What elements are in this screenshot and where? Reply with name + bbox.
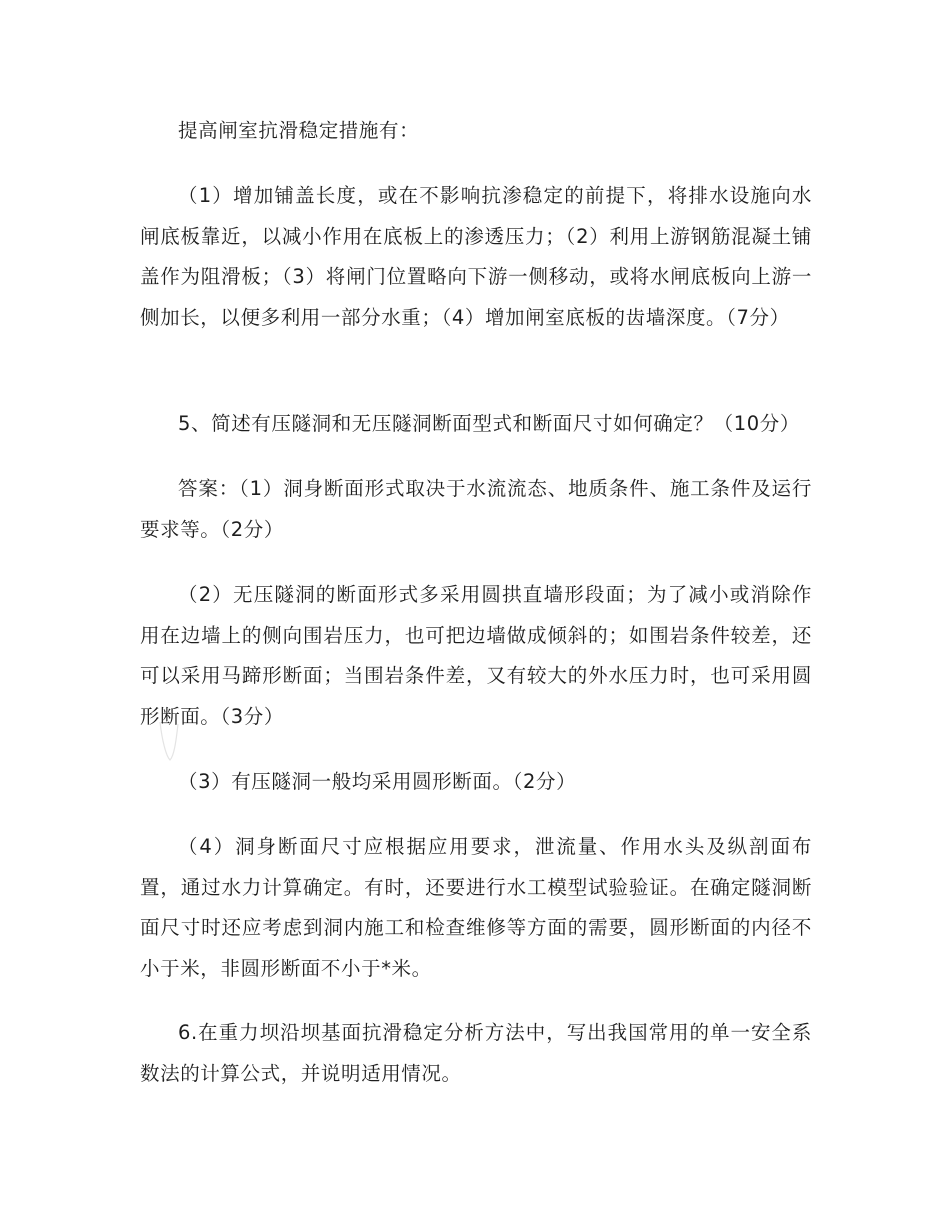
answer-5-part-2: （2）无压隧洞的断面形式多采用圆拱直墙形段面；为了减小或消除作用在边墙上的侧向围岩压力，也可把边墙做成倾斜的；如围岩条件较差，还可以采用马蹄形断面；当围岩条件差，又有较大的外水压力时，也可采用圆形断面。（3分） bbox=[140, 583, 812, 728]
question-5: 5、简述有压隧洞和无压隧洞断面型式和断面尺寸如何确定？（10分） bbox=[178, 412, 800, 435]
paragraph-sliding-measures-heading: 提高闸室抗滑稳定措施有： bbox=[178, 119, 420, 142]
question-6: 6.在重力坝沿坝基面抗滑稳定分析方法中，写出我国常用的单一安全系数法的计算公式，并说明适用情况。 bbox=[140, 1021, 812, 1085]
answer-5-part-1: 答案：（1）洞身断面形式取决于水流流态、地质条件、施工条件及运行要求等。（2分） bbox=[140, 477, 812, 541]
paragraph-sliding-measures-answer: （1）增加铺盖长度，或在不影响抗渗稳定的前提下，将排水设施向水闸底板靠近，以减小作用在底板上的渗透压力；（2）利用上游钢筋混凝土铺盖作为阻滑板；（3）将闸门位置略向下游一侧移动，或将水闸底板向上游一侧加长，以便多利用一部分水重；（4）增加闸室底板的齿墙深度。（7分） bbox=[140, 184, 812, 329]
faint-scan-mark bbox=[158, 720, 180, 762]
answer-5-part-4: （4）洞身断面尺寸应根据应用要求，泄流量、作用水头及纵剖面布置，通过水力计算确定。有时，还要进行水工模型试验验证。在确定隧洞断面尺寸时还应考虑到洞内施工和检查维修等方面的需要，圆形断面的内径不小于米，非圆形断面不小于*米。 bbox=[140, 835, 812, 980]
answer-5-part-3: （3）有压隧洞一般均采用圆形断面。（2分） bbox=[178, 770, 577, 793]
